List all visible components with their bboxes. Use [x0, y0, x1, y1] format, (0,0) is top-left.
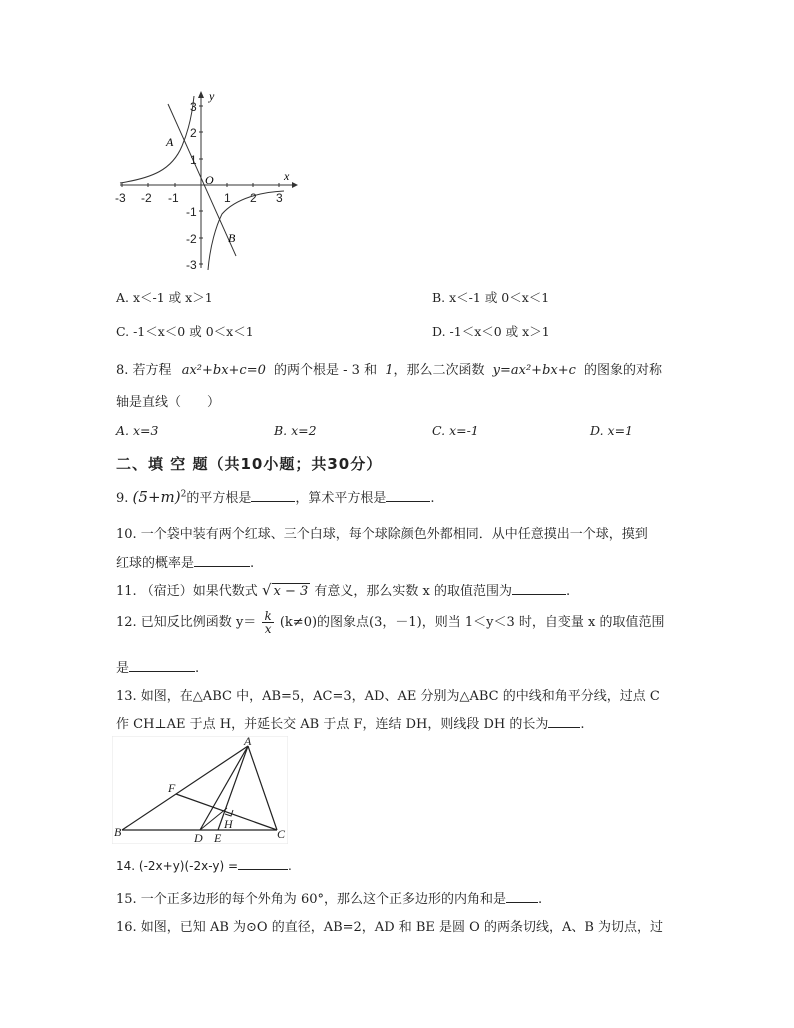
- q8-line1: [116, 359, 662, 378]
- q12-denominator: x: [264, 622, 272, 636]
- q8-line2: 轴是直线（ ）: [116, 395, 221, 410]
- q11-radicand: x − 3: [273, 584, 309, 599]
- q8-mid2: ，那么二次函数: [393, 363, 485, 378]
- q14: [116, 857, 292, 873]
- q8-suffix: 的图象的对称: [584, 363, 663, 378]
- q10-blank[interactable]: [194, 554, 250, 567]
- q14-blank[interactable]: [238, 857, 288, 870]
- q12-line1: [116, 610, 664, 635]
- q7-option-c: C. -1＜x＜0 或 0＜x＜1: [116, 324, 254, 339]
- q9-blank-1[interactable]: [251, 489, 295, 502]
- x-axis-arrow: [292, 182, 298, 188]
- q9-text1: 的平方根是: [186, 491, 252, 506]
- q15-text: 15. 一个正多边形的每个外角为 60°，那么这个正多边形的内角和是: [116, 892, 506, 907]
- q14-end: .: [288, 859, 292, 873]
- hyperbola-branch-right: [208, 191, 284, 270]
- q12-end: .: [195, 661, 200, 676]
- point-b-label: B: [228, 231, 236, 245]
- y-tick-label: -2: [186, 232, 197, 246]
- q12-mid: (k≠0)的图象点(3，－1)，则当 1＜y＜3 时，自变量 x 的取值范围: [279, 615, 665, 630]
- q8-function: y=ax²+bx+c: [492, 363, 576, 378]
- q12-line2: [116, 657, 199, 676]
- linear-function-line: [168, 104, 236, 256]
- label-c: C: [277, 827, 286, 841]
- q8-option-a: A. x=3: [116, 423, 159, 438]
- q15: [116, 888, 542, 907]
- q15-end: .: [537, 892, 543, 907]
- q9-blank-2[interactable]: [386, 489, 430, 502]
- q10-text: 红球的概率是: [116, 556, 195, 571]
- q12-prefix: 12. 已知反比例函数 y＝: [116, 615, 257, 630]
- x-tick-label: 3: [276, 191, 283, 205]
- label-e: E: [214, 831, 222, 844]
- x-tick-label: -2: [141, 191, 152, 205]
- q7-option-a: A. x＜-1 或 x＞1: [116, 290, 213, 305]
- q11-blank[interactable]: [512, 582, 566, 595]
- q7-option-d: D. -1＜x＜0 或 x＞1: [432, 324, 550, 339]
- q9-exponent: 2: [180, 489, 187, 500]
- section-2-header: 二、填 空 题（共10小题；共30分）: [116, 455, 383, 473]
- q7-option-b: B. x＜-1 或 0＜x＜1: [432, 290, 550, 305]
- q13-blank[interactable]: [548, 715, 580, 728]
- x-tick-label: -3: [115, 191, 126, 205]
- q9-text2: ，算术平方根是: [295, 491, 387, 506]
- point-a-label: A: [166, 135, 174, 149]
- origin-label: O: [205, 173, 214, 187]
- function-graph: [112, 86, 302, 276]
- q11: [116, 580, 570, 599]
- y-tick-label: -1: [186, 205, 197, 219]
- y-tick-label: 3: [190, 100, 197, 114]
- q8-prefix: 8. 若方程: [116, 363, 172, 378]
- x-tick-label: 2: [250, 191, 257, 205]
- triangle-figure: [112, 736, 288, 844]
- q8-mid: 的两个根是 - 3 和: [274, 363, 378, 378]
- q13-line1: 13. 如图，在△ABC 中，AB=5，AC=3，AD、AE 分别为△ABC 的中线和角平分线，过点 C: [116, 689, 660, 704]
- label-a: A: [244, 736, 252, 748]
- q9: [116, 487, 435, 506]
- q9-expression: (5+m): [132, 488, 181, 506]
- y-tick-label: 2: [190, 126, 197, 140]
- q11-end: .: [566, 584, 571, 599]
- q13-end: .: [580, 717, 585, 732]
- y-tick-label: -3: [186, 258, 197, 272]
- q14-text: 14. (-2x+y)(-2x-y) =: [116, 859, 239, 873]
- q13-text: 作 CH⊥AE 于点 H，并延长交 AB 于点 F，连结 DH，则线段 DH 的长为: [116, 717, 549, 732]
- q10-line1: 10. 一个袋中装有两个红球、三个白球，每个球除颜色外都相同．从中任意摸出一个球，摸到: [116, 527, 648, 542]
- x-axis-label: x: [284, 169, 290, 183]
- q11-suffix: 有意义，那么实数 x 的取值范围为: [314, 584, 513, 599]
- q16: 16. 如图，已知 AB 为⊙O 的直径，AB=2，AD 和 BE 是圆 O 的两条切线，A、B 为切点，过: [116, 920, 664, 935]
- x-tick-label: -1: [168, 191, 179, 205]
- q15-blank[interactable]: [506, 890, 538, 903]
- label-d: D: [194, 831, 203, 844]
- q9-number: 9.: [116, 491, 129, 506]
- q12-fraction: [262, 610, 273, 635]
- q9-text3: .: [430, 491, 435, 506]
- q8-option-c: C. x=-1: [432, 423, 479, 438]
- q10-end: .: [250, 556, 255, 571]
- q8-option-b: B. x=2: [274, 423, 317, 438]
- y-axis-label: y: [209, 89, 215, 103]
- q11-prefix: 11. （宿迁）如果代数式: [116, 584, 258, 599]
- q12-blank[interactable]: [129, 659, 195, 672]
- q8-option-d: D. x=1: [590, 423, 633, 438]
- q12-numerator: k: [264, 609, 272, 623]
- q12-text: 是: [116, 661, 130, 676]
- y-axis-arrow: [198, 91, 204, 98]
- q8-equation: ax²+bx+c=0: [181, 363, 266, 378]
- label-h: H: [224, 817, 233, 831]
- label-b: B: [114, 825, 122, 839]
- q10-line2: [116, 552, 254, 571]
- hyperbola-branch-left: [120, 96, 194, 183]
- q8-root2: 1: [385, 363, 394, 378]
- sqrt-symbol: √: [261, 581, 272, 599]
- label-f: F: [168, 781, 176, 795]
- q13-line2: [116, 713, 585, 732]
- y-tick-label: 1: [190, 153, 197, 167]
- x-tick-label: 1: [224, 191, 231, 205]
